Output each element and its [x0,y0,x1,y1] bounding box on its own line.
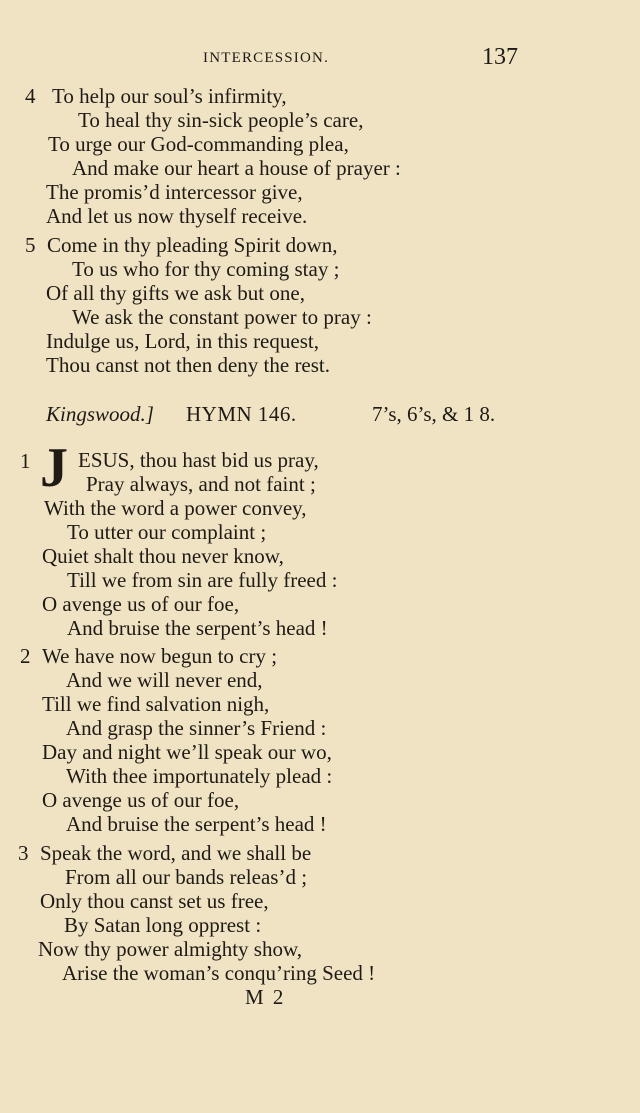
hymn-heading [0,402,640,432]
verse-line: Indulge us, Lord, in this request, [46,329,319,353]
hymn-meter: 7’s, 6’s, & 1 8. [372,402,496,426]
hymn-title: HYMN 146. [186,402,297,426]
verse-line: We have now begun to cry ; [42,644,278,668]
stanza-number: 2 [20,644,31,668]
verse-line: And bruise the serpent’s head ! [67,616,328,640]
page-header [0,44,640,74]
verse-line: Till we from sin are fully freed : [67,568,338,592]
verse-line: Of all thy gifts we ask but one, [46,281,305,305]
verse-line: And grasp the sinner’s Friend : [66,716,327,740]
running-head: INTERCESSION. [203,50,330,66]
stanza-number: 1 [20,449,31,473]
verse-line: Quiet shalt thou never know, [42,544,284,568]
verse-line: Arise the woman’s conqu’ring Seed ! [62,961,376,985]
drop-cap: J [40,437,68,499]
verse-line: Speak the word, and we shall be [40,841,312,865]
stanza-number: 3 [18,841,29,865]
verse-line: With thee importunately plead : [66,764,333,788]
verse-line: To heal thy sin-sick people’s care, [78,108,364,132]
stanza-number: 5 [25,233,36,257]
verse-line: By Satan long opprest : [64,913,262,937]
verse-line: Thou canst not then deny the rest. [46,353,331,377]
stanza-number: 4 [25,84,36,108]
verse-line: Pray always, and not faint ; [86,472,316,496]
verse-line: To us who for thy coming stay ; [72,257,340,281]
verse-line: And make our heart a house of prayer : [72,156,401,180]
verse-line: O avenge us of our foe, [42,788,240,812]
verse-line: O avenge us of our foe, [42,592,240,616]
verse-line: Day and night we’ll speak our wo, [42,740,332,764]
verse-line: We ask the constant power to pray : [72,305,372,329]
signature-mark: M 2 [245,985,286,1009]
verse-line: Till we find salvation nigh, [42,692,270,716]
page-number: 137 [482,44,518,70]
tune-name: Kingswood.] [46,402,154,426]
verse-line: With the word a power convey, [44,496,307,520]
verse-line: The promis’d intercessor give, [46,180,303,204]
verse-line: And bruise the serpent’s head ! [66,812,327,836]
verse-line: ESUS, thou hast bid us pray, [78,448,319,472]
verse-line: And let us now thyself receive. [46,204,308,228]
verse-line: Come in thy pleading Spirit down, [47,233,338,257]
verse-line: From all our bands releas’d ; [65,865,308,889]
verse-line: To utter our complaint ; [67,520,267,544]
verse-line: Now thy power almighty show, [38,937,303,961]
verse-line: To urge our God-commanding plea, [48,132,349,156]
verse-line: And we will never end, [66,668,263,692]
verse-line: To help our soul’s infirmity, [52,84,287,108]
verse-line: Only thou canst set us free, [40,889,269,913]
